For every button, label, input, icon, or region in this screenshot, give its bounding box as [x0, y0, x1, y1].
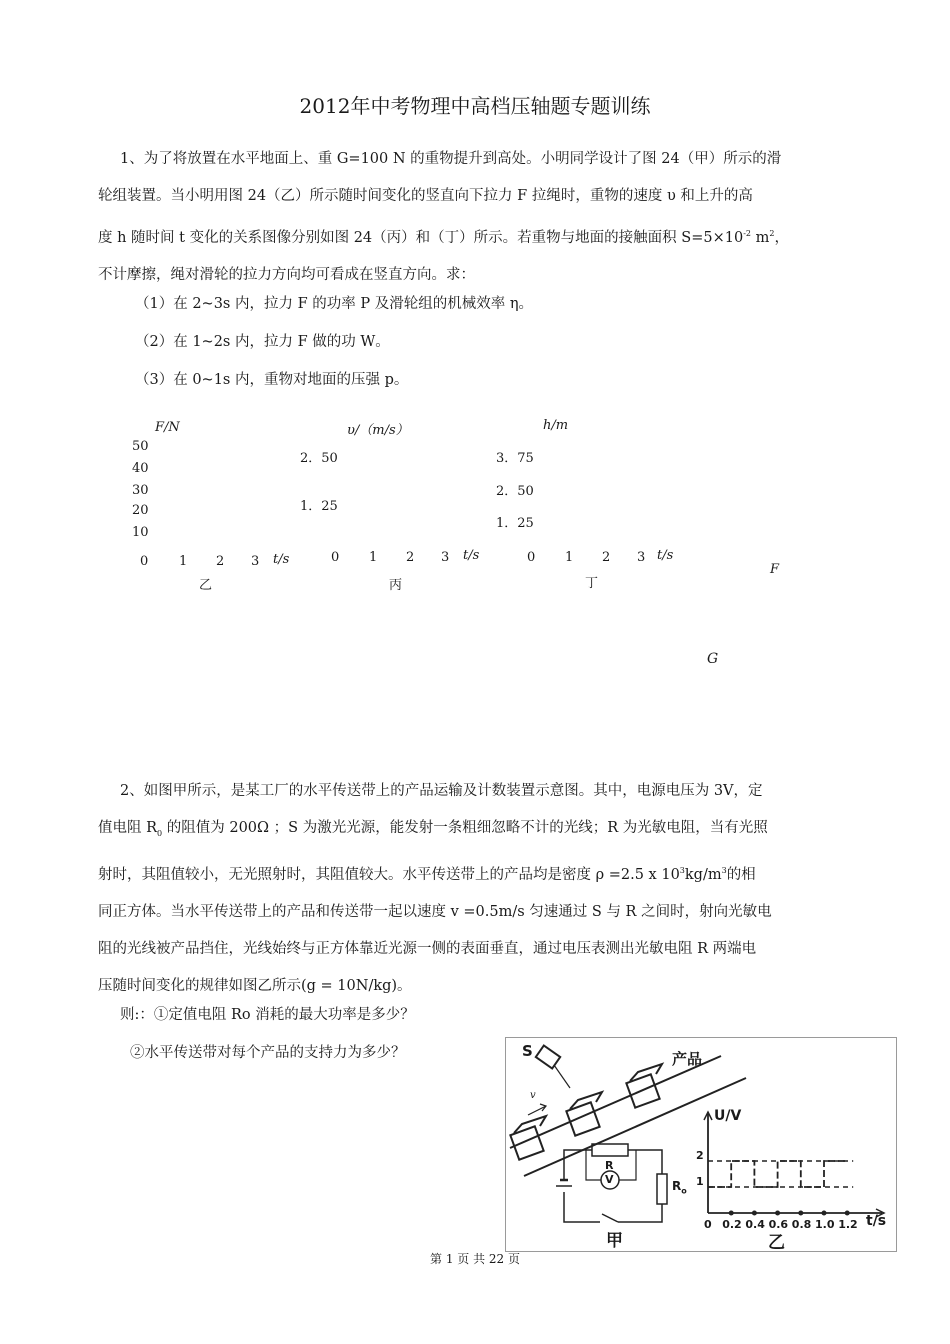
problem-1-question: （3）在 0~1s 内，重物对地面的压强 p。 — [135, 372, 409, 388]
problem-1-question: （2）在 1~2s 内，拉力 F 做的功 W。 — [135, 334, 390, 350]
axis-x-label: t/s — [866, 1213, 887, 1229]
graph-yi-caption: 乙 — [199, 578, 213, 593]
y-tick-2: 2 — [696, 1149, 704, 1162]
graph-bing-xtick: 3 — [441, 550, 450, 565]
label-v: v — [530, 1090, 536, 1101]
x-tick-mark — [752, 1211, 757, 1216]
graph-yi-ylabel: F/N — [155, 420, 180, 435]
caption-yi: 乙 — [768, 1233, 785, 1253]
graph-yi-xtick: 2 — [216, 554, 225, 569]
label-V: V — [605, 1173, 614, 1186]
graph-ding-xtick: 1 — [565, 550, 574, 565]
problem-2-line — [98, 810, 858, 852]
x-tick-mark — [798, 1211, 803, 1216]
graph-yi-ytick: 40 — [132, 461, 149, 476]
laser-source — [536, 1046, 560, 1069]
problem-2-text — [98, 773, 858, 1005]
problem-1-question: （1）在 2~3s 内，拉力 F 的功率 P 及滑轮组的机械效率 η。 — [135, 296, 534, 312]
x-tick-label: 0.8 — [791, 1218, 812, 1231]
graph-yi-ytick: 30 — [132, 483, 149, 498]
x-tick-label: 1.0 — [815, 1218, 835, 1231]
y-tick-1: 1 — [696, 1175, 704, 1188]
product-cube — [626, 1064, 662, 1108]
graph-bing-ytick: 1．25 — [300, 499, 338, 514]
problem-1-text — [98, 141, 858, 294]
exponent: 3 — [721, 865, 727, 875]
graph-yi-ytick: 50 — [132, 439, 149, 454]
voltage-series-line — [708, 1161, 847, 1187]
graph-yi-xtick: 3 — [251, 554, 260, 569]
axis-y-label: U/V — [714, 1108, 742, 1124]
x-tick-mark — [775, 1211, 780, 1216]
x-tick-label: 0.2 — [722, 1218, 742, 1231]
graph-ding-xtick: 0 — [527, 550, 536, 565]
problem-2-line — [98, 852, 858, 894]
graph-bing-ylabel: υ/（m/s） — [347, 423, 409, 438]
voltage-graph — [708, 1161, 853, 1187]
x-tick-label: 0.4 — [745, 1218, 765, 1231]
problem-2-line: 同正方体。当水平传送带上的产品和传送带一起以速度 v =0.5m/s 匀速通过 S 与 R 之间时，射向光敏电 — [98, 903, 772, 920]
problem-2-question: ②水平传送带对每个产品的支持力为多少？ — [130, 1045, 406, 1061]
label-R0-sub: o — [681, 1186, 687, 1196]
label-R0 — [672, 1179, 687, 1195]
graph-bing-xtick: 2 — [406, 550, 415, 565]
x-tick-label: 0.6 — [768, 1218, 789, 1231]
graph-ding-xtick: 3 — [637, 550, 646, 565]
graph-yi-xlabel: t/s — [273, 552, 290, 567]
problem-2-line: 压随时间变化的规律如图乙所示(g = 10N/kg)。 — [98, 977, 412, 994]
weight-label-G: G — [707, 651, 719, 667]
problem-1-line: 1、为了将放置在水平地面上、重 G=100 N 的重物提升到高处。小明同学设计了图 24（甲）所示的滑 — [120, 151, 782, 167]
problem-2-line-end: 的相 — [726, 866, 756, 883]
resistor-R0 — [657, 1174, 667, 1204]
x-tick-mark — [729, 1211, 734, 1216]
caption-jia: 甲 — [606, 1231, 623, 1251]
graph-ding-caption: 丁 — [585, 576, 599, 591]
problem-2-question: 则:：①定值电阻 Ro 消耗的最大功率是多少？ — [120, 1007, 415, 1023]
graph-bing-ytick: 2．50 — [300, 451, 338, 466]
graph-ding-ytick: 1．25 — [496, 516, 534, 531]
problem-1-line: 不计摩擦，绳对滑轮的拉力方向均可看成在竖直方向。求： — [98, 266, 475, 283]
punct: ， — [774, 229, 789, 246]
problem-2-line-text: 值电阻 R — [98, 820, 158, 836]
graph-yi-ytick: 20 — [132, 503, 149, 518]
problem-2-line: 2、如图甲所示，是某工厂的水平传送带上的产品运输及计数装置示意图。其中，电源电压为 3V，定 — [120, 783, 763, 799]
label-R0-main: R — [672, 1179, 682, 1193]
figure-box — [505, 1037, 897, 1252]
subscript: 0 — [157, 828, 163, 838]
label-S: S — [522, 1042, 533, 1060]
x-tick-mark — [845, 1211, 850, 1216]
exponent: -2 — [743, 229, 751, 238]
page-footer: 第 1 页 共 22 页 — [430, 1252, 520, 1266]
label-R: R — [605, 1159, 614, 1172]
graph-bing-caption: 丙 — [389, 578, 403, 593]
graph-bing-xtick: 1 — [369, 550, 378, 565]
problem-2-line-text: 射时，其阻值较小，无光照射时，其阻值较大。水平传送带上的产品均是密度 ρ =2.5 x 10 — [98, 866, 680, 883]
problem-2-line-tail: 的阻值为 200Ω ；S 为激光光源，能发射一条粗细忽略不计的光线；R 为光敏电阻，当有光照 — [162, 820, 768, 836]
unit: kg/m — [684, 866, 722, 883]
switch — [602, 1214, 618, 1222]
velocity-arrow — [528, 1106, 546, 1115]
label-product: 产品 — [672, 1050, 703, 1068]
x-tick-label: 0 — [704, 1218, 712, 1231]
problem-1-line — [98, 215, 858, 257]
problem-2-line: 阻的光线被产品挡住，光线始终与正方体靠近光源一侧的表面垂直，通过电压表测出光敏电阻 R 两端电 — [98, 940, 757, 957]
graph-yi-xtick: 1 — [179, 554, 188, 569]
product-cube — [566, 1092, 602, 1136]
graph-yi-xtick: 0 — [140, 554, 149, 569]
page-title: 2012年中考物理中高档压轴题专题训练 — [299, 94, 651, 118]
force-label-F: F — [770, 562, 780, 577]
exponent: 3 — [679, 865, 685, 875]
problem-1-line: 轮组装置。当小明用图 24（乙）所示随时间变化的竖直向下拉力 F 拉绳时，重物的速度 υ 和上升的高 — [98, 188, 753, 204]
x-tick-mark — [822, 1211, 827, 1216]
graph-ding-ytick: 3．75 — [496, 451, 534, 466]
photoresistor-R — [592, 1144, 628, 1156]
graph-ding-ytick: 2．50 — [496, 484, 534, 499]
graph-ding-xlabel: t/s — [657, 548, 674, 563]
unit: m — [750, 229, 770, 246]
graph-bing-xlabel: t/s — [463, 548, 480, 563]
exponent: 2 — [769, 229, 775, 238]
product-cube — [510, 1116, 546, 1160]
problem-1-line-text: 度 h 随时间 t 变化的关系图像分别如图 24（丙）和（丁）所示。若重物与地面的接触面积 S=5×10 — [98, 229, 744, 246]
graph-yi-ytick: 10 — [132, 525, 149, 540]
graph-bing-xtick: 0 — [331, 550, 340, 565]
graph-ding-xtick: 2 — [602, 550, 611, 565]
x-tick-label: 1.2 — [838, 1218, 858, 1231]
graph-ding-ylabel: h/m — [543, 418, 569, 433]
